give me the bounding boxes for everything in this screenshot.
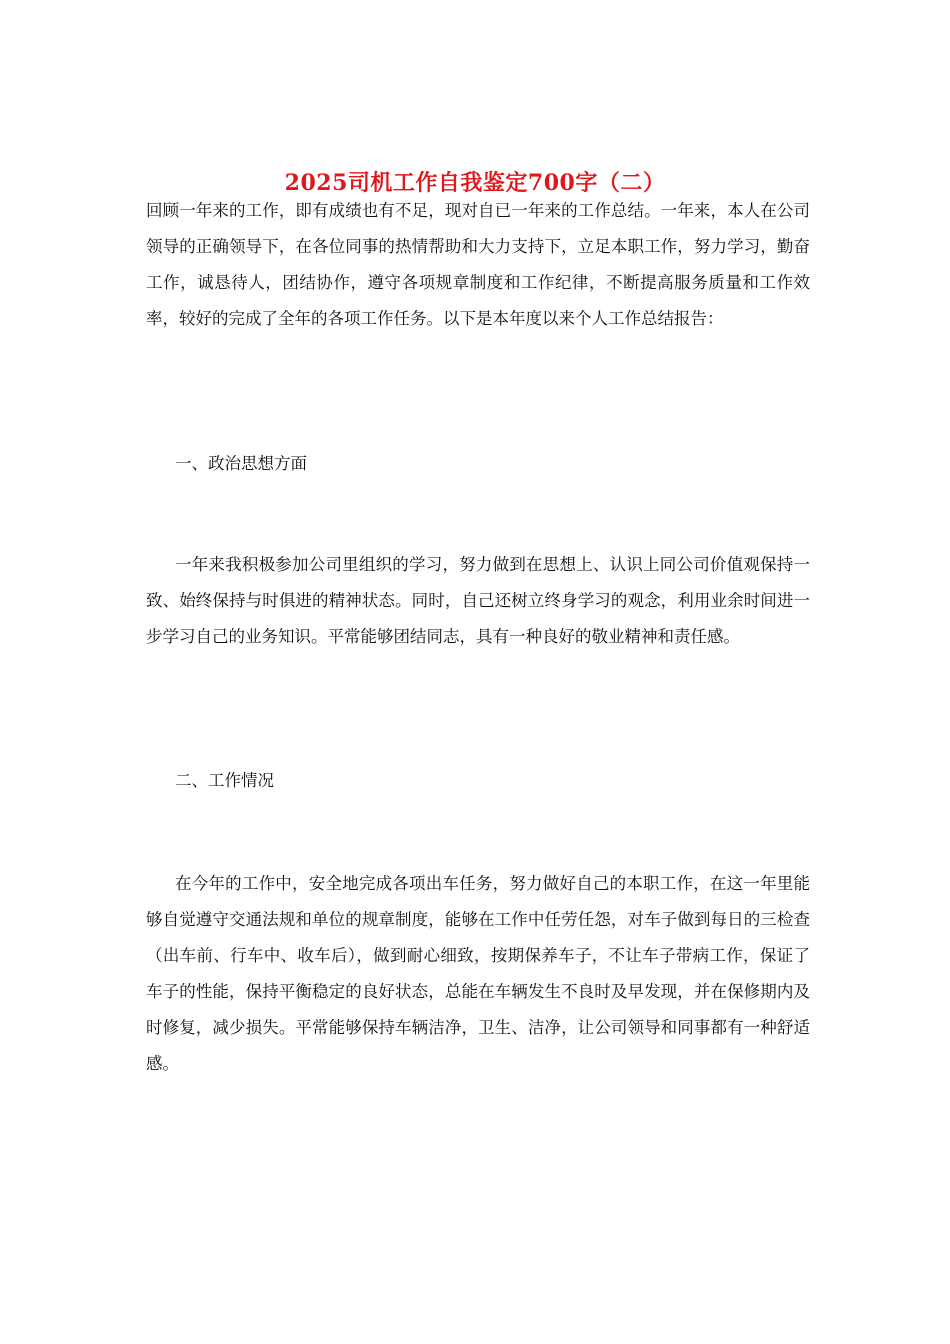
section-body-work: 在今年的工作中，安全地完成各项出车任务，努力做好自己的本职工作，在这一年里能够自觉遵守交通法规和单位的规章制度，能够在工作中任劳任怨，对车子做到每日的三检查（出车前、行车中、收车后），做到耐心细致，按期保养车子，不让车子带病工作，保证了车子的性能，保持平衡稳定的良好状态，总能在车辆发生不良时及早发现，并在保修期内及时修复，减少损失。平常能够保持车辆洁净，卫生、洁净，让公司领导和同事都有一种舒适感。 <box>146 874 810 1073</box>
section-heading-politics: 一、政治思想方面 <box>175 454 307 473</box>
section-body-politics: 一年来我积极参加公司里组织的学习，努力做到在思想上、认识上同公司价值观保持一致、始终保持与时俱进的精神状态。同时，自己还树立终身学习的观念，利用业余时间进一步学习自己的业务知识。平常能够团结同志，具有一种良好的敬业精神和责任感。 <box>146 555 810 646</box>
document-title: 2025司机工作自我鉴定700字（二） <box>284 169 666 196</box>
section-heading-work: 二、工作情况 <box>175 771 274 790</box>
intro-paragraph: 回顾一年来的工作，即有成绩也有不足，现对自已一年来的工作总结。一年来，本人在公司领导的正确领导下，在各位同事的热情帮助和大力支持下，立足本职工作，努力学习，勤奋工作，诚恳待人，团结协作，遵守各项规章制度和工作纪律，不断提高服务质量和工作效率，较好的完成了全年的各项工作任务。以下是本年度以来个人工作总结报告： <box>146 201 810 328</box>
